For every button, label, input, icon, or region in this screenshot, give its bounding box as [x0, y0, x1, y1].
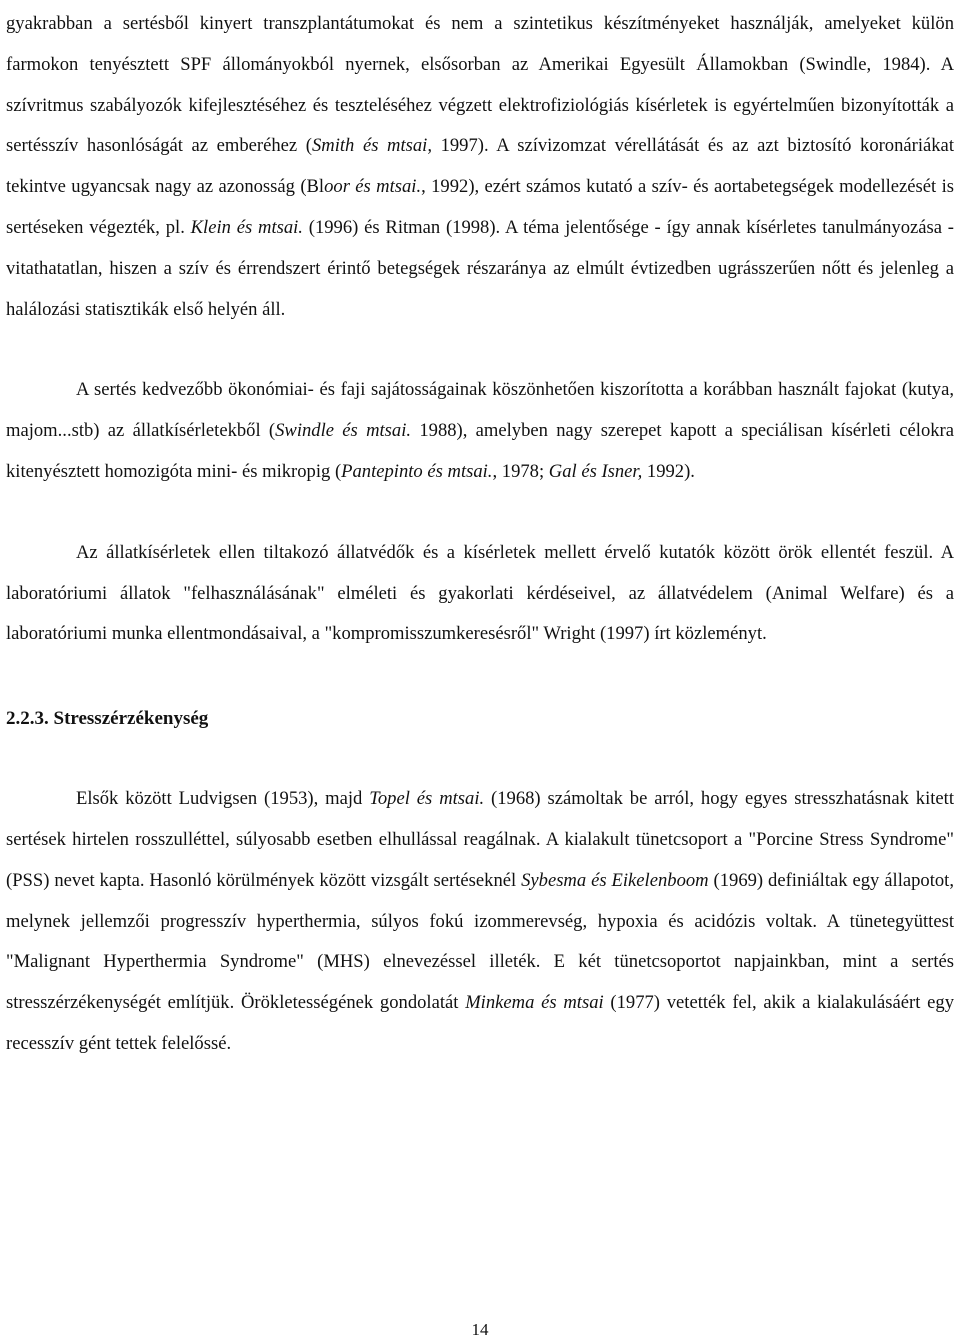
citation-italic: Swindle és mtsai. — [275, 420, 412, 442]
text-run: , 1978; — [492, 460, 549, 482]
citation-italic: Gal és Isner, — [548, 460, 643, 482]
text-run: A sertés kedvezőbb ökonómiai- és faji sajátosságainak köszönhetően kiszorította a korábban használt fajokat (kutya, majom...stb) az állatkísérletekből ( — [6, 379, 954, 442]
text-run: Az állatkísérletek ellen tiltakozó állatvédők és a kísérletek mellett érvelő kutatók között örök ellentét feszül. A laboratóriumi állatok "felhasználásának" elméleti és gyakorlati kérdéseivel, az állatvédelem (Animal Welfare) és a laboratóriumi munka ellentmondásaival, a "kompromisszumkeresésről" Wright (1997) írt közleményt. — [6, 541, 954, 645]
citation-italic: Sybesma és Eikelenboom — [521, 869, 709, 891]
document-page — [6, 0, 954, 1065]
citation-italic: Klein és mtsai. — [190, 216, 303, 238]
citation-italic: Minkema és mtsai — [465, 992, 604, 1014]
paragraph-2 — [6, 370, 954, 492]
citation-italic: Smith és mtsai, — [311, 135, 432, 157]
citation-italic: Topel és mtsai. — [369, 788, 485, 810]
text-run: (1996) és Ritman (1998). A téma jelentősége - így annak kísérletes tanulmányozása - vitathatatlan, hiszen a szív és érrendszert érintő betegségek részaránya az elmúlt évtizedben ugrásszerűen nőtt és jelenleg a halálozási statisztikák első helyén áll. — [6, 216, 955, 320]
section-heading: 2.2.3. Stresszérzékenység — [6, 708, 209, 730]
text-run: Elsők között Ludvigsen (1953), majd — [76, 788, 370, 810]
page-number: 14 — [471, 1320, 489, 1339]
citation-italic: Pantepinto és mtsai. — [341, 460, 493, 482]
text-run: (1977) vetették fel, akik a kialakulásáért egy recesszív gént tettek felelőssé. — [6, 992, 955, 1054]
paragraph-4 — [6, 779, 954, 1065]
text-run: 1992). — [642, 460, 695, 482]
text-run: 1997). A szívizomzat vérellátását és az azt biztosító koronáriákat tekintve ugyancsak nagy az azonosság (Bl — [6, 135, 954, 198]
text-run: (1968) számoltak be arról, hogy egyes stresszhatásnak kitett sertések hirtelen rosszulléttel, súlyosabb esetben elhullással reagálnak. A kialakult tünetcsoport a "Porcine Stress Syndrome" (PSS) nevet kapta. Hasonló körülmények között vizsgált sertéseknél — [6, 788, 954, 891]
text-run: gyakrabban a sertésből kinyert transzplantátumokat és nem a szintetikus készítményeket használják, amelyeket külön farmokon tenyésztett SPF állományokból nyernek, elsősorban az Amerikai Egyesült Államokban (Swindle, 1984). A szívritmus szabályozók kifejlesztéséhez és teszteléséhez végzett elektrofiziológiás kísérletek is egyértelműen bizonyították a sertésszív hasonlóságát az emberéhez ( — [6, 13, 954, 157]
citation-italic: oor és mtsai. — [324, 176, 422, 198]
paragraph-1 — [6, 4, 954, 330]
paragraph-3 — [6, 533, 954, 655]
text-run: 1988), amelyben nagy szerepet kapott a speciálisan kísérleti célokra kitenyésztett homozigóta mini- és mikropig ( — [6, 420, 955, 482]
text-run: , 1992), ezért számos kutató a szív- és aortabetegségek modellezését is sertéseken végezték, pl. — [6, 176, 954, 238]
text-run: (1969) definiáltak egy állapotot, melynek jellemzői progresszív hyperthermia, súlyos fokú izommerevség, hypoxia és acidózis voltak. A tünetegyüttest "Malignant Hyperthermia Syndrome" (MHS) elnevezéssel illeték. E két tünetcsoportot napjainkban, mint a sertés stresszérzékenységét említjük. Örökletességének gondolatát — [6, 869, 954, 1014]
